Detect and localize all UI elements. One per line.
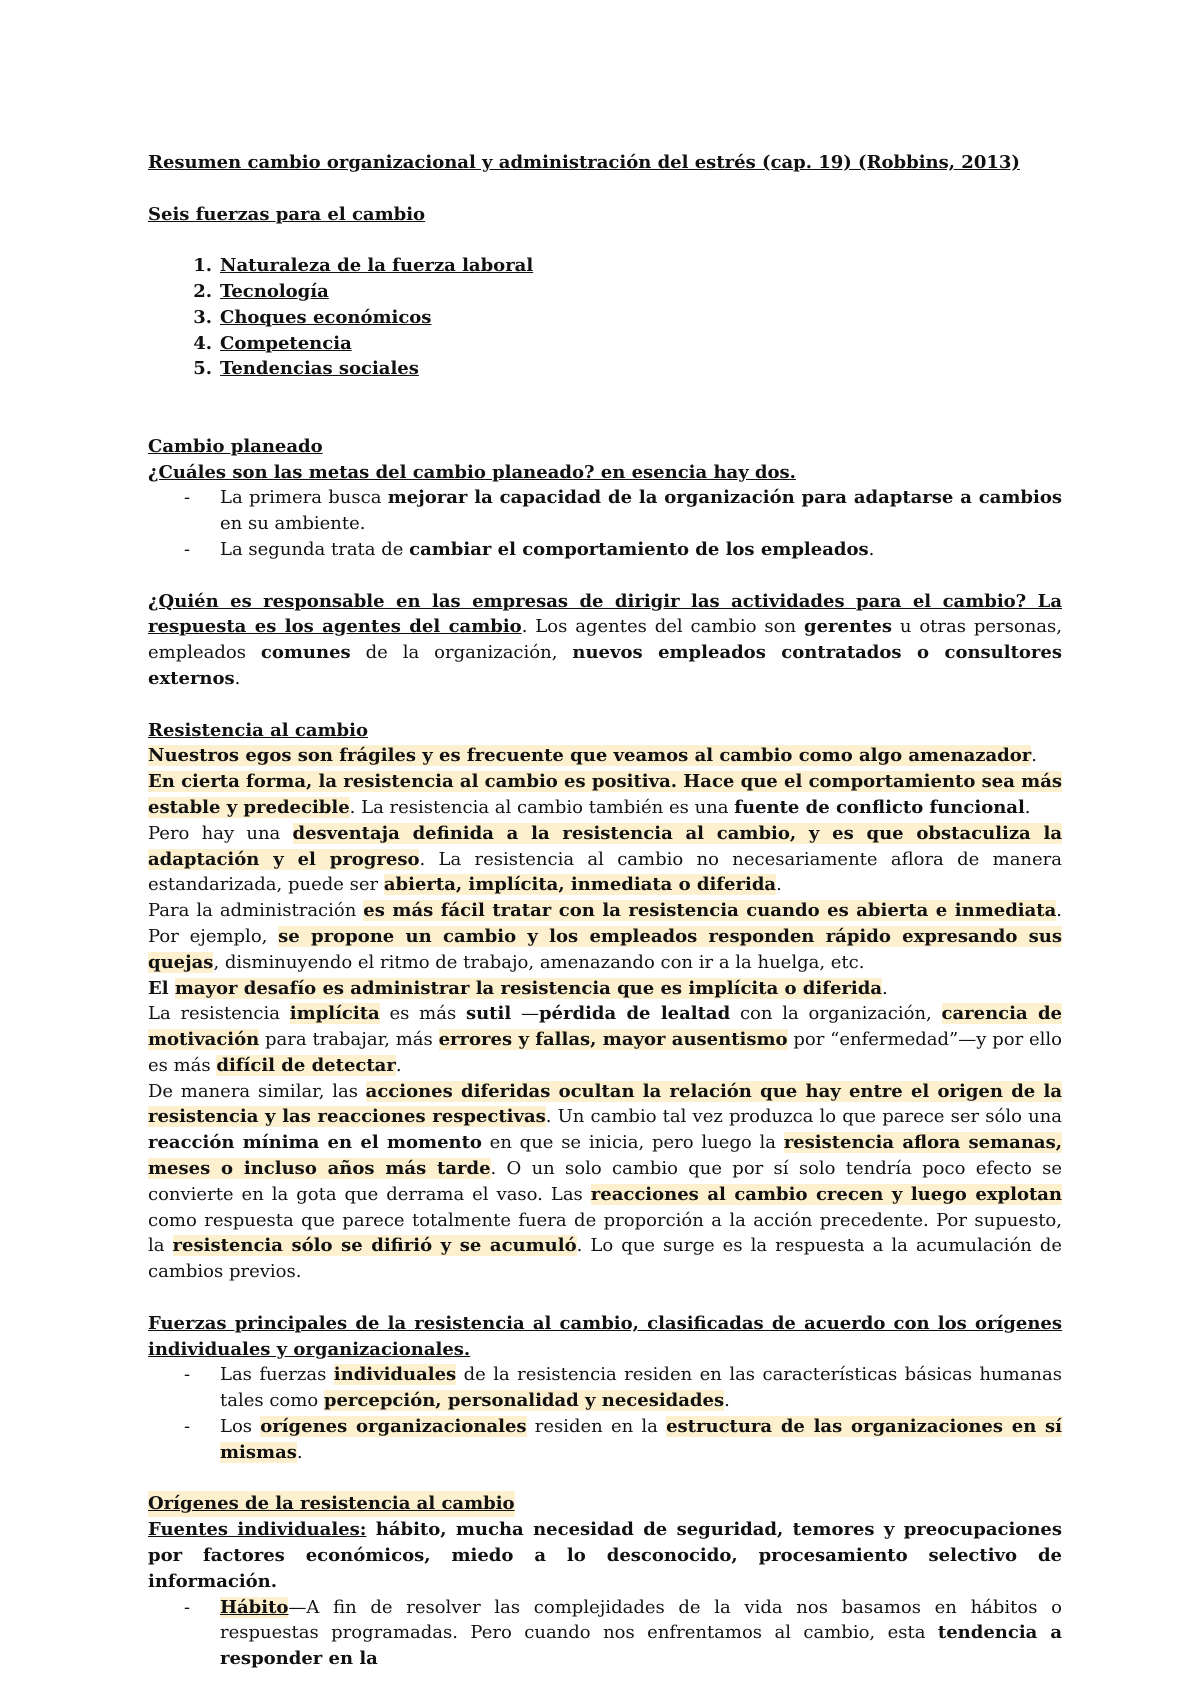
- metas-question: ¿Cuáles son las metas del cambio planeado? en esencia hay dos.: [148, 461, 796, 483]
- bold-text: fuente de conflicto funcional: [734, 796, 1025, 818]
- list-item-label: Tendencias sociales: [220, 358, 419, 380]
- text: Para la administración: [148, 900, 364, 922]
- bold-text: cambiar el comportamiento de los empleados: [409, 538, 869, 560]
- bold-text: pérdida de lealtad: [538, 1003, 731, 1025]
- text: .: [776, 874, 782, 896]
- highlight-text: errores y fallas, mayor ausentismo: [438, 1029, 788, 1051]
- fuerzas-list: [148, 253, 1062, 382]
- agentes-paragraph: [148, 589, 1062, 692]
- highlight-text: mayor desafío es administrar la resistencia que es implícita o diferida: [174, 977, 882, 999]
- list-item: [148, 1595, 1062, 1672]
- dash-bullet: -: [184, 487, 191, 509]
- text: .: [868, 538, 875, 560]
- resistencia-line-3: [148, 821, 1062, 898]
- list-item: [148, 1414, 1062, 1466]
- text: . La resistencia al cambio no necesariamente aflora de manera estandarizada, puede ser: [148, 848, 1063, 896]
- list-number: 3.: [193, 306, 212, 328]
- highlight-text: es más fácil tratar con la resistencia cuando es abierta e inmediata: [363, 900, 1057, 922]
- list-number: 4.: [193, 332, 212, 354]
- dash-bullet: -: [184, 1596, 191, 1618]
- list-item: [148, 356, 1062, 382]
- text: en que se inicia, pero luego la: [481, 1132, 784, 1154]
- fuentes-text: hábito, mucha necesidad de seguridad, temores y preocupaciones por factores económicos, miedo a lo desconocido, procesamiento selectivo de información.: [148, 1519, 1062, 1592]
- list-item: [148, 537, 1062, 563]
- list-item-label: Tecnología: [220, 280, 329, 302]
- highlight-text: percepción, personalidad y necesidades: [323, 1390, 725, 1412]
- document-page: [148, 150, 1062, 1672]
- fuerzas-heading: Seis fuerzas para el cambio: [148, 203, 426, 225]
- bold-text: nuevos empleados contratados o consultores externos: [148, 642, 1062, 689]
- highlight-text: difícil de detectar: [216, 1054, 396, 1076]
- highlight-text: reacciones al cambio crecen y luego explotan: [590, 1183, 1063, 1205]
- list-item: [148, 331, 1062, 357]
- highlight-text: carencia de motivación: [148, 1003, 1062, 1051]
- text: —A fin de resolver las complejidades de la vida nos basamos en hábitos o respuestas programadas. Pero cuando nos enfrentamos al cambio, esta: [220, 1596, 1062, 1644]
- text: como respuesta que parece totalmente fuera de proporción a la acción precedente. Por supuesto, la: [148, 1209, 1062, 1257]
- resistencia-line-1: [148, 743, 1062, 769]
- highlight-text: resistencia sólo se difirió y se acumuló: [172, 1235, 577, 1257]
- resistencia-line-4: [148, 898, 1062, 975]
- text: Las fuerzas: [220, 1364, 334, 1386]
- list-item-label: Naturaleza de la fuerza laboral: [220, 255, 534, 277]
- list-item: [148, 1362, 1062, 1414]
- agentes-question: ¿Quién es responsable en las empresas de dirigir las actividades para el cambio? La respuesta es los agentes del cambio: [148, 590, 1062, 638]
- highlight-text: Nuestros egos son frágiles y es frecuente que veamos al cambio como algo amenazador: [148, 745, 1032, 767]
- highlight-text: resistencia aflora semanas, meses o incluso años más tarde: [148, 1132, 1062, 1180]
- text: en su ambiente.: [220, 513, 366, 535]
- highlight-text: implícita: [289, 1003, 380, 1025]
- list-item: [148, 485, 1062, 537]
- document-title: Resumen cambio organizacional y administración del estrés (cap. 19) (Robbins, 2013): [148, 152, 1020, 173]
- list-item: [148, 279, 1062, 305]
- fuerzas-principales-heading: Fuerzas principales de la resistencia al cambio, clasificadas de acuerdo con los orígenes individuales y organizacionales.: [148, 1312, 1062, 1360]
- text: . La resistencia al cambio también es una: [349, 796, 735, 818]
- highlight-text: En cierta forma, la resistencia al cambio es positiva. Hace que el comportamiento sea más estable y predecible: [148, 771, 1063, 818]
- resistencia-heading: Resistencia al cambio: [148, 719, 368, 741]
- fuerzas-principales-list: [148, 1362, 1062, 1465]
- list-item-label: Choques económicos: [220, 306, 432, 328]
- highlight-text: acciones diferidas ocultan la relación que hay entre el origen de la resistencia y las reacciones respectivas: [148, 1080, 1063, 1128]
- list-item: [148, 305, 1062, 331]
- origenes-list: [148, 1595, 1062, 1672]
- list-number: 1.: [193, 255, 212, 277]
- text: —: [511, 1003, 539, 1025]
- cambio-planeado-heading: Cambio planeado: [148, 435, 323, 457]
- text: . Los agentes del cambio son: [521, 616, 804, 638]
- text: para trabajar, más: [259, 1029, 439, 1051]
- text: , disminuyendo el ritmo de trabajo, amenazando con ir a la huelga, etc.: [213, 951, 865, 973]
- bold-text: tendencia a responder en la: [220, 1622, 1062, 1670]
- bold-text: comunes: [260, 642, 351, 664]
- text: con la organización,: [730, 1003, 942, 1025]
- fuentes-label: Fuentes individuales:: [148, 1519, 367, 1541]
- text: . Un cambio tal vez produzca lo que parece ser sólo una: [545, 1106, 1062, 1128]
- highlight-text: orígenes organizacionales: [260, 1416, 527, 1438]
- resistencia-line-7: [148, 1079, 1062, 1285]
- text: .: [724, 1390, 730, 1412]
- text: residen en la: [526, 1416, 667, 1438]
- text: La resistencia: [148, 1003, 290, 1025]
- dash-bullet: -: [184, 538, 191, 560]
- list-number: 2.: [193, 280, 212, 302]
- text: .: [234, 667, 241, 689]
- list-number: 5.: [193, 358, 212, 380]
- text: De manera similar, las: [148, 1080, 366, 1102]
- origenes-heading: Orígenes de la resistencia al cambio: [148, 1491, 515, 1517]
- text: . Por ejemplo,: [148, 900, 1062, 947]
- highlight-text: se propone un cambio y los empleados responden rápido expresando sus quejas: [148, 925, 1063, 973]
- metas-list: [148, 485, 1062, 562]
- dash-bullet: -: [184, 1416, 191, 1438]
- text: La primera busca: [220, 487, 388, 509]
- highlight-text: individuales: [333, 1364, 457, 1386]
- text: es más: [379, 1003, 466, 1025]
- highlight-text: estructura de las organizaciones en sí mismas: [220, 1416, 1062, 1463]
- bold-text: mejorar la capacidad de la organización para adaptarse a cambios: [387, 487, 1062, 509]
- list-item-label: Competencia: [220, 332, 352, 354]
- text: Pero hay una: [148, 822, 293, 844]
- bold-text: El: [148, 977, 175, 999]
- text: .: [1031, 745, 1037, 767]
- highlight-text: abierta, implícita, inmediata o diferida: [383, 874, 777, 896]
- text: La segunda trata de: [220, 538, 410, 560]
- bold-text: reacción mínima en el momento: [148, 1132, 482, 1154]
- dash-bullet: -: [184, 1364, 191, 1386]
- habito-label: Hábito: [220, 1596, 289, 1618]
- text: .: [1024, 796, 1031, 818]
- highlight-text: desventaja definida a la resistencia al cambio, y es que obstaculiza la adaptación y el progreso: [148, 822, 1062, 870]
- text: . O un solo cambio que por sí solo tendría poco efecto se convierte en la gota que derrama el vaso. Las: [148, 1158, 1062, 1205]
- text: .: [395, 1054, 402, 1076]
- bold-text: sutil: [465, 1003, 512, 1025]
- text: de la organización,: [350, 642, 573, 664]
- text: . Lo que surge es la respuesta a la acumulación de cambios previos.: [148, 1235, 1063, 1283]
- resistencia-line-6: [148, 1001, 1062, 1078]
- resistencia-line-5: [148, 976, 1062, 1002]
- text: de la resistencia residen en las características básicas humanas tales como: [220, 1364, 1062, 1412]
- text: u otras personas, empleados: [148, 616, 1063, 664]
- text: Los: [220, 1416, 261, 1438]
- text: .: [881, 977, 888, 999]
- text: por “enfermedad”—y por ello es más: [148, 1029, 1062, 1076]
- bold-text: gerentes: [804, 616, 892, 638]
- fuentes-individuales: [148, 1517, 1062, 1594]
- list-item: [148, 253, 1062, 279]
- text: .: [296, 1441, 303, 1463]
- resistencia-line-2: [148, 769, 1062, 821]
